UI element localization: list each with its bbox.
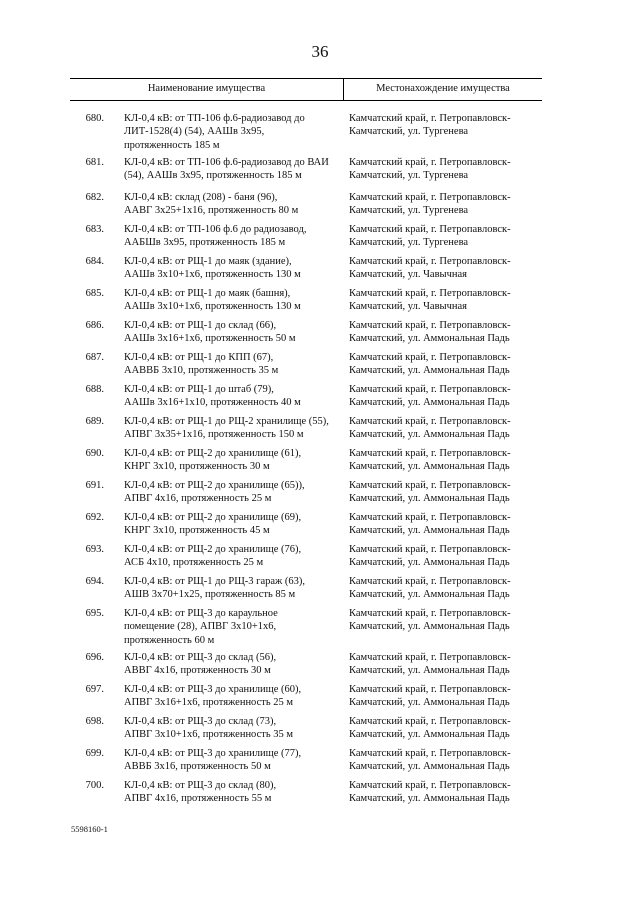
property-name-line: КЛ-0,4 кВ: от ТП-106 ф.6 до радиозавод, xyxy=(124,224,307,235)
row-number: 688. xyxy=(85,384,104,395)
property-name xyxy=(124,191,334,218)
property-location-line: Камчатский, ул. Чавычная xyxy=(349,269,467,281)
property-name-line: КНРГ 3х10, протяженность 45 м xyxy=(124,525,270,537)
property-name-line: КЛ-0,4 кВ: от РЩ-2 до хранилище (69), xyxy=(124,512,302,523)
row-number: 682. xyxy=(85,192,104,203)
property-location-line: Камчатский край, г. Петропавловск- xyxy=(349,256,511,267)
property-location-line: Камчатский край, г. Петропавловск- xyxy=(349,157,511,168)
property-location-line: Камчатский край, г. Петропавловск- xyxy=(349,748,511,759)
property-name-line: КЛ-0,4 кВ: от РЩ-2 до хранилище (76), xyxy=(124,544,302,555)
property-location-line: Камчатский, ул. Чавычная xyxy=(349,301,467,313)
property-location xyxy=(349,511,539,538)
property-name-line: АВВБ 3х16, протяженность 50 м xyxy=(124,761,271,773)
property-location-line: Камчатский край, г. Петропавловск- xyxy=(349,652,511,663)
row-number: 690. xyxy=(85,448,104,459)
property-location xyxy=(349,575,539,602)
property-name-line: КЛ-0,4 кВ: от РЩ-2 до хранилище (61), xyxy=(124,448,302,459)
property-name-line: КЛ-0,4 кВ: от РЩ-1 до штаб (79), xyxy=(124,384,274,395)
property-name-line: АПВГ 4х16, протяженность 25 м xyxy=(124,493,272,505)
property-name-line: АПВГ 3х10+1х6, протяженность 35 м xyxy=(124,729,294,741)
property-name-line: КЛ-0,4 кВ: от РЩ-1 до РЩ-2 хранилище (55), xyxy=(124,416,329,427)
property-name xyxy=(124,715,334,742)
property-name-line: КЛ-0,4 кВ: от РЩ-2 до хранилище (65)), xyxy=(124,480,305,491)
property-location-line: Камчатский край, г. Петропавловск- xyxy=(349,480,511,491)
property-name-line: АПВГ 4х16, протяженность 55 м xyxy=(124,793,272,805)
property-location-line: Камчатский, ул. Аммональная Падь xyxy=(349,761,510,773)
property-location xyxy=(349,319,539,346)
property-name-line: АПВГ 3х16+1х6, протяженность 25 м xyxy=(124,697,294,709)
row-number: 683. xyxy=(85,224,104,235)
property-location-line: Камчатский, ул. Аммональная Падь xyxy=(349,697,510,709)
property-location-line: Камчатский край, г. Петропавловск- xyxy=(349,448,511,459)
property-name xyxy=(124,511,334,538)
header-top-rule xyxy=(70,78,542,79)
property-location xyxy=(349,715,539,742)
property-name-line: КЛ-0,4 кВ: от РЩ-3 до караульное xyxy=(124,608,278,619)
property-location-line: Камчатский край, г. Петропавловск- xyxy=(349,780,511,791)
property-name-line: ААВГ 3х25+1х16, протяженность 80 м xyxy=(124,205,299,217)
property-location-line: Камчатский, ул. Аммональная Падь xyxy=(349,397,510,409)
property-location xyxy=(349,779,539,806)
property-name-line: КЛ-0,4 кВ: от РЩ-3 до склад (80), xyxy=(124,780,277,791)
property-location-line: Камчатский, ул. Аммональная Падь xyxy=(349,589,510,601)
property-name xyxy=(124,447,334,474)
property-name xyxy=(124,779,334,806)
property-location xyxy=(349,479,539,506)
property-location xyxy=(349,287,539,314)
property-location-line: Камчатский, ул. Аммональная Падь xyxy=(349,665,510,677)
property-location-line: Камчатский, ул. Аммональная Падь xyxy=(349,429,510,441)
property-location xyxy=(349,351,539,378)
property-location-line: Камчатский, ул. Аммональная Падь xyxy=(349,729,510,741)
property-location-line: Камчатский, ул. Аммональная Падь xyxy=(349,461,510,473)
property-location-line: Камчатский, ул. Тургенева xyxy=(349,237,469,249)
property-name xyxy=(124,479,334,506)
property-name-line: ААБШв 3х95, протяженность 185 м xyxy=(124,237,286,249)
property-location-line: Камчатский край, г. Петропавловск- xyxy=(349,224,511,235)
property-name xyxy=(124,607,334,647)
property-name-line: ААШв 3х16+1х6, протяженность 50 м xyxy=(124,333,296,345)
property-name-line: ЛИТ-1528(4) (54), ААШв 3х95, xyxy=(124,126,265,138)
property-location-line: Камчатский, ул. Тургенева xyxy=(349,126,469,138)
property-name-line: протяженность 60 м xyxy=(124,634,215,646)
header-bottom-rule xyxy=(70,100,542,101)
property-name-line: протяженность 185 м xyxy=(124,139,220,151)
property-name-line: КНРГ 3х10, протяженность 30 м xyxy=(124,461,270,473)
property-name-line: КЛ-0,4 кВ: от РЩ-3 до склад (56), xyxy=(124,652,277,663)
property-location xyxy=(349,747,539,774)
row-number: 680. xyxy=(85,113,104,124)
row-number: 691. xyxy=(85,480,104,491)
property-name xyxy=(124,255,334,282)
row-number: 695. xyxy=(85,608,104,619)
property-name xyxy=(124,287,334,314)
property-location-line: Камчатский край, г. Петропавловск- xyxy=(349,416,511,427)
property-name-line: КЛ-0,4 кВ: от ТП-106 ф.6-радиозавод до xyxy=(124,113,305,124)
property-name-line: ААВВБ 3х10, протяженность 35 м xyxy=(124,365,279,377)
property-location xyxy=(349,191,539,218)
property-location-line: Камчатский край, г. Петропавловск- xyxy=(349,320,511,331)
property-name-line: КЛ-0,4 кВ: от РЩ-1 до маяк (здание), xyxy=(124,256,292,267)
property-location-line: Камчатский, ул. Аммональная Падь xyxy=(349,557,510,569)
property-name-line: КЛ-0,4 кВ: от РЩ-1 до РЩ-3 гараж (63), xyxy=(124,576,306,587)
property-location-line: Камчатский, ул. Аммональная Падь xyxy=(349,793,510,805)
property-location xyxy=(349,255,539,282)
property-location-line: Камчатский край, г. Петропавловск- xyxy=(349,512,511,523)
property-location-line: Камчатский край, г. Петропавловск- xyxy=(349,684,511,695)
document-code: 5598160-1 xyxy=(71,824,108,834)
property-location xyxy=(349,415,539,442)
column-header-name: Наименование имущества xyxy=(147,83,266,94)
property-location xyxy=(349,447,539,474)
row-number: 700. xyxy=(85,780,104,791)
row-number: 685. xyxy=(85,288,104,299)
property-name-line: АПВГ 3х35+1х16, протяженность 150 м xyxy=(124,429,304,441)
property-name-line: помещение (28), АПВГ 3х10+1х6, xyxy=(124,621,277,633)
property-location-line: Камчатский, ул. Аммональная Падь xyxy=(349,333,510,345)
property-name-line: КЛ-0,4 кВ: от РЩ-1 до КПП (67), xyxy=(124,352,274,363)
property-name xyxy=(124,319,334,346)
property-name xyxy=(124,383,334,410)
property-location xyxy=(349,651,539,678)
property-name-line: ААШв 3х16+1х10, протяженность 40 м xyxy=(124,397,301,409)
property-name xyxy=(124,651,334,678)
row-number: 686. xyxy=(85,320,104,331)
page-number: 36 xyxy=(311,42,329,61)
property-name xyxy=(124,156,334,183)
property-name-line: КЛ-0,4 кВ: от РЩ-3 до хранилище (77), xyxy=(124,748,302,759)
property-location-line: Камчатский, ул. Аммональная Падь xyxy=(349,365,510,377)
property-location xyxy=(349,543,539,570)
property-location-line: Камчатский, ул. Тургенева xyxy=(349,170,469,182)
property-location xyxy=(349,112,539,139)
property-name-line: ААШв 3х10+1х6, протяженность 130 м xyxy=(124,269,301,281)
row-number: 693. xyxy=(85,544,104,555)
property-name xyxy=(124,575,334,602)
property-name-line: АВВГ 4х16, протяженность 30 м xyxy=(124,665,271,677)
row-number: 697. xyxy=(85,684,104,695)
property-location-line: Камчатский край, г. Петропавловск- xyxy=(349,608,511,619)
property-location-line: Камчатский край, г. Петропавловск- xyxy=(349,192,511,203)
property-name-line: КЛ-0,4 кВ: от ТП-106 ф.6-радиозавод до ВАИ xyxy=(124,157,329,168)
property-name xyxy=(124,112,334,152)
row-number: 692. xyxy=(85,512,104,523)
property-name-line: ААШв 3х10+1х6, протяженность 130 м xyxy=(124,301,301,313)
property-location-line: Камчатский, ул. Аммональная Падь xyxy=(349,621,510,633)
property-name-line: КЛ-0,4 кВ: от РЩ-1 до маяк (башня), xyxy=(124,288,291,299)
property-name-line: (54), ААШв 3х95, протяженность 185 м xyxy=(124,170,302,182)
property-location-line: Камчатский край, г. Петропавловск- xyxy=(349,113,511,124)
property-name xyxy=(124,747,334,774)
row-number: 696. xyxy=(85,652,104,663)
property-location xyxy=(349,383,539,410)
property-location-line: Камчатский, ул. Тургенева xyxy=(349,205,469,217)
property-name xyxy=(124,415,334,442)
property-location xyxy=(349,683,539,710)
property-location-line: Камчатский край, г. Петропавловск- xyxy=(349,544,511,555)
property-name xyxy=(124,223,334,250)
property-location-line: Камчатский край, г. Петропавловск- xyxy=(349,352,511,363)
property-name xyxy=(124,543,334,570)
row-number: 681. xyxy=(85,157,104,168)
property-location-line: Камчатский, ул. Аммональная Падь xyxy=(349,525,510,537)
property-name-line: КЛ-0,4 кВ: от РЩ-1 до склад (66), xyxy=(124,320,277,331)
row-number: 689. xyxy=(85,416,104,427)
property-location-line: Камчатский край, г. Петропавловск- xyxy=(349,716,511,727)
property-location-line: Камчатский край, г. Петропавловск- xyxy=(349,576,511,587)
property-name xyxy=(124,683,334,710)
property-name-line: АСБ 4х10, протяженность 25 м xyxy=(124,557,264,569)
property-name-line: КЛ-0,4 кВ: от РЩ-3 до склад (73), xyxy=(124,716,277,727)
property-name xyxy=(124,351,334,378)
property-name-line: КЛ-0,4 кВ: склад (208) - баня (96), xyxy=(124,192,278,203)
property-name-line: КЛ-0,4 кВ: от РЩ-3 до хранилище (60), xyxy=(124,684,302,695)
row-number: 684. xyxy=(85,256,104,267)
row-number: 699. xyxy=(85,748,104,759)
property-location-line: Камчатский край, г. Петропавловск- xyxy=(349,384,511,395)
column-header-location: Местонахождение имущества xyxy=(376,83,510,94)
property-location-line: Камчатский край, г. Петропавловск- xyxy=(349,288,511,299)
row-number: 694. xyxy=(85,576,104,587)
property-location xyxy=(349,156,539,183)
property-location xyxy=(349,607,539,634)
property-name-line: АШВ 3х70+1х25, протяженность 85 м xyxy=(124,589,296,601)
table-header xyxy=(70,78,542,103)
property-location xyxy=(349,223,539,250)
property-location-line: Камчатский, ул. Аммональная Падь xyxy=(349,493,510,505)
row-number: 698. xyxy=(85,716,104,727)
row-number: 687. xyxy=(85,352,104,363)
